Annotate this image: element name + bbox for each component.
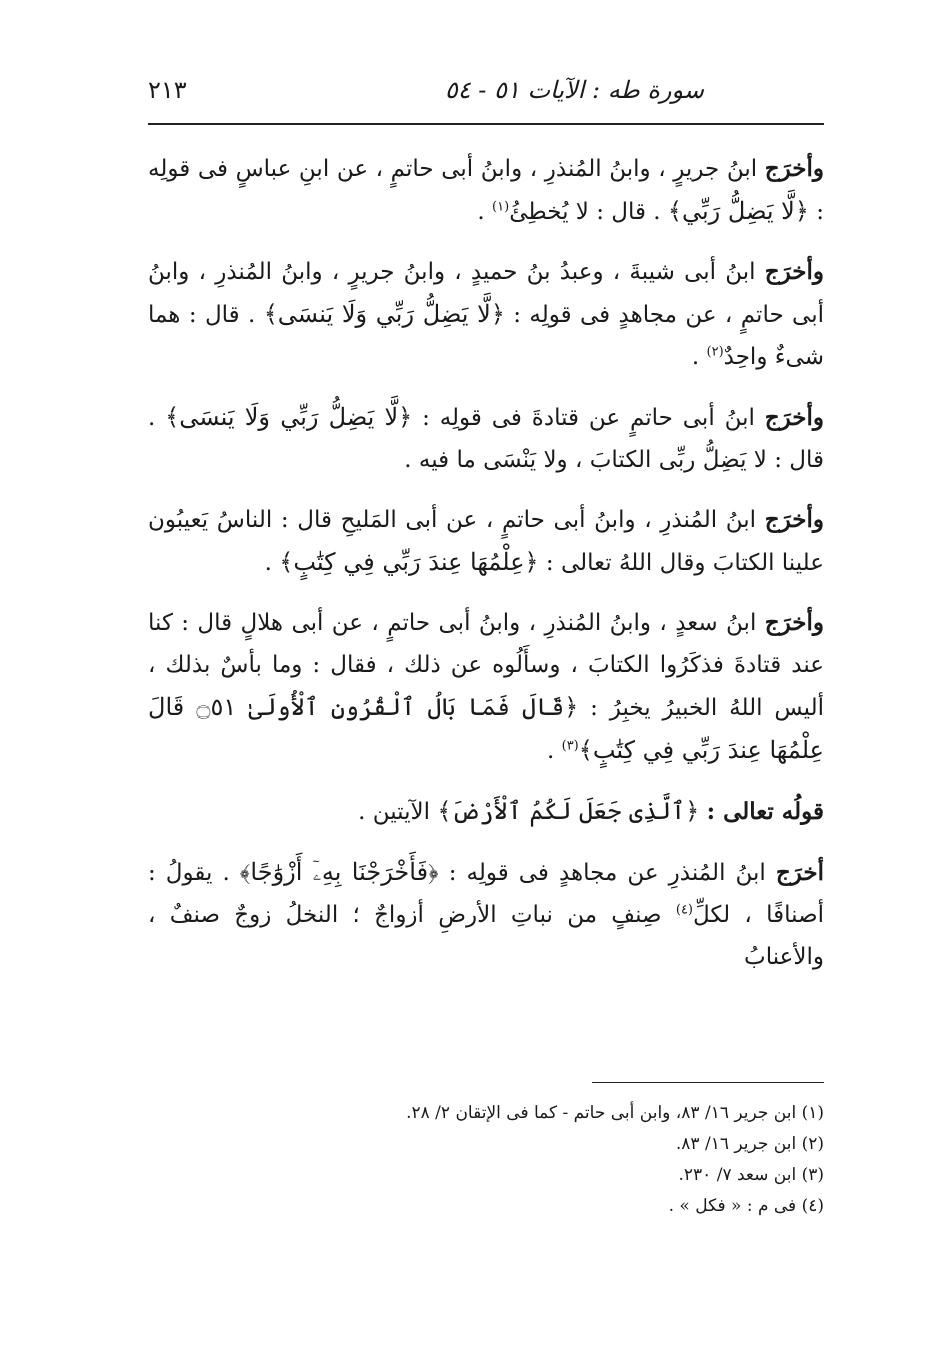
paragraph-text: . قال : هما شىءٌ واحِدٌ (148, 302, 824, 370)
paragraph-lead: وأخرَج (764, 404, 824, 431)
paragraph (148, 499, 824, 584)
paragraph-text: ابنُ سعدٍ ، وابنُ المُنذرِ ، وابنُ أبى حاتمٍ ، عن أبى هلالٍ قال : كنا عند قتادةَ فذكَرُوا الكتابَ ، وسأَلُوه عن ذلك ، فقال : وما بأسٌ بذلك ، أليس اللهُ الخبيرُ يخبِرُ : (148, 610, 824, 721)
running-title: سورة طه : الآيات ٥١ - ٥٤ (444, 76, 704, 104)
header-rule (148, 123, 824, 125)
paragraph-text: . قال : لا يُخطِئُ (509, 199, 668, 225)
paragraph-text: . (264, 550, 280, 576)
footnote-ref: (٢) (706, 344, 724, 360)
paragraph-text (699, 799, 706, 825)
footnote-ref: (١) (492, 199, 510, 215)
page-header (148, 72, 824, 122)
quran-verse: ﴿قَالَ فَمَا بَالُ ٱلْقُرُونِ ٱلْأُولَىٰ ۝٥١ قَالَ عِلْمُهَا عِندَ رَبِّي فِي كِتَٰبٍ﴾ (148, 693, 824, 764)
paragraph-text: الآيتين . (358, 799, 438, 825)
paragraph-text: ابنُ المُنذرِ عن مجاهدٍ فى قولِه : (438, 860, 776, 886)
main-text (148, 148, 824, 996)
footnote-ref: (٤) (675, 902, 693, 918)
footnotes (148, 1098, 824, 1222)
page-number: ٢١٣ (148, 76, 187, 104)
paragraph-lead: قولُه تعالى : (706, 798, 824, 825)
paragraph-text: . قال : لا يَضِلُّ ربِّى الكتابَ ، ولا يَنْسَى ما فيه . (148, 405, 824, 473)
paragraph (148, 851, 824, 978)
paragraph-lead: أخرَج (775, 859, 824, 886)
quran-verse: ﴿عِلْمُهَا عِندَ رَبِّي فِي كِتَٰبٍ﴾ (279, 548, 539, 576)
footnote: (١) ابن جرير ١٦/ ٨٣، وابن أبى حاتم - كما فى الإتقان ٢/ ٢٨. (406, 1103, 824, 1123)
paragraph-lead: وأخرَج (764, 155, 824, 182)
footnote-ref: (٣) (561, 738, 579, 754)
footnote: (٤) فى م : « فكل » . (668, 1196, 824, 1216)
paragraph (148, 251, 824, 378)
paragraph-text: ابنُ جريرٍ ، وابنُ المُنذرِ ، وابنُ أبى حاتمٍ ، عن ابنِ عباسٍ فى قولِه : (148, 156, 824, 225)
paragraph (148, 602, 824, 772)
quran-verse: ﴿ٱلَّذِى جَعَلَ لَكُمُ ٱلْأَرْضَ﴾ (437, 797, 700, 825)
paragraph-text: صِنفٍ من نباتِ الأرضِ أزواجٌ ؛ النخلُ زوجٌ صنفٌ ، والأعنابُ (148, 902, 824, 970)
paragraph-text: ابنُ أبى شيبةَ ، وعبدُ بنُ حميدٍ ، وابنُ جريرٍ ، وابنُ المُنذرِ ، وابنُ أبى حاتمٍ ، عن مجاهدٍ فى قولِه : (148, 259, 825, 328)
quran-verse: ﴿لَّا يَضِلُّ رَبِّي وَلَا يَنسَى﴾ (165, 403, 413, 431)
paragraph-text: . (546, 738, 562, 764)
paragraph (148, 148, 824, 233)
paragraph (148, 790, 824, 833)
paragraph-lead: وأخرَج (764, 506, 824, 533)
quran-verse: ﴿لَّا يَضِلُّ رَبِّي﴾ (667, 197, 809, 225)
paragraph (148, 396, 824, 481)
quran-verse: ﴿لَّا يَضِلُّ رَبِّي وَلَا يَنسَى﴾ (263, 300, 505, 328)
paragraph-text: . (691, 344, 707, 370)
paragraph-lead: وأخرَج (764, 609, 824, 636)
footnote: (٣) ابن سعد ٧/ ٢٣٠. (678, 1165, 824, 1185)
paragraph-lead: وأخرَج (764, 258, 824, 285)
paragraph-text: ابنُ أبى حاتمٍ عن قتادةَ فى قولِه : (412, 405, 765, 431)
paragraph-text: . يقولُ : أصنافًا ، لكلِّ (148, 860, 824, 928)
quran-verse: ﴿فَأَخْرَجْنَا بِهِۦٓ أَزْوَٰجًا﴾ (239, 858, 439, 886)
footnote-rule (592, 1082, 824, 1083)
footnote: (٢) ابن جرير ١٦/ ٨٣. (675, 1134, 824, 1154)
paragraph-text: ابنُ المُنذرِ ، وابنُ أبى حاتمٍ ، عن أبى المَليحِ قال : الناسُ يَعيبُون علينا الكتابَ وقال اللهُ تعالى : (148, 507, 824, 576)
paragraph-text: . (477, 199, 493, 225)
